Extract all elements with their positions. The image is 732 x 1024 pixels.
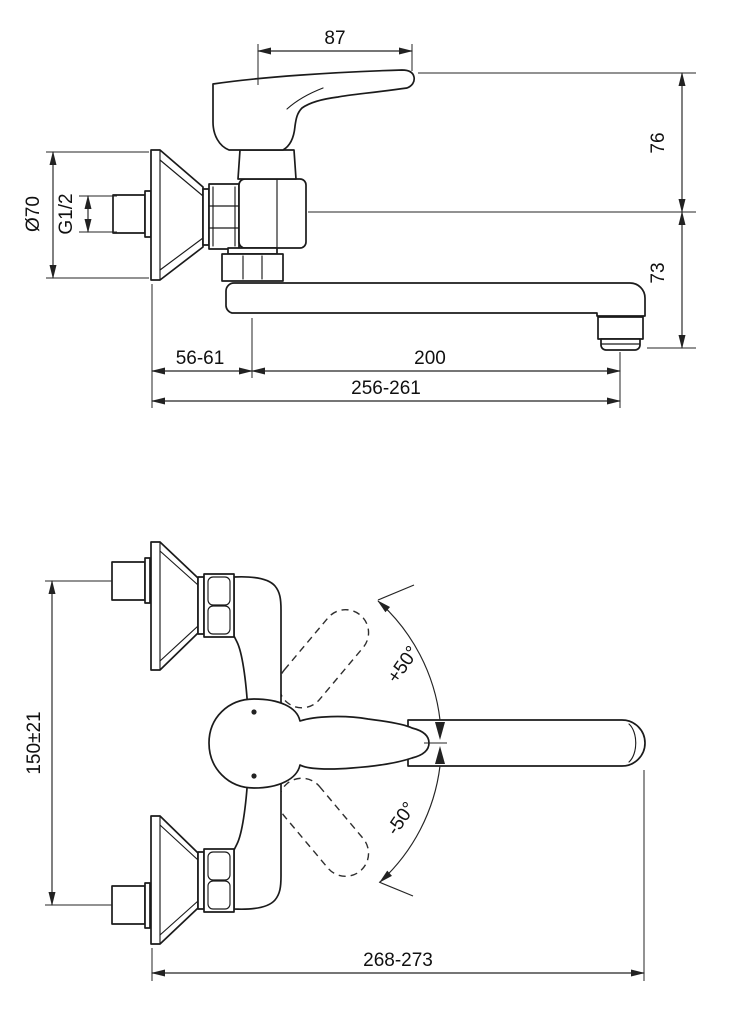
dim-label-256-261: 256-261	[351, 378, 421, 399]
connection-nut	[203, 184, 239, 249]
screw-dot-bottom	[251, 773, 256, 778]
wall-inlet-stub	[113, 191, 151, 237]
dim-label-150: 150±21	[24, 711, 45, 775]
screw-dot-top	[251, 709, 256, 714]
side-view	[23, 28, 696, 408]
plan-view	[24, 542, 645, 981]
spout	[226, 283, 645, 316]
dim-label-200: 200	[414, 348, 446, 369]
dim-label-268-273: 268-273	[363, 950, 433, 971]
dim-label-76: 76	[648, 132, 669, 154]
dim-label-d70: Ø70	[23, 196, 44, 232]
handle-swing-up-dashed	[269, 600, 378, 717]
dim-label-plus50: +50°	[383, 642, 424, 688]
escutcheon	[151, 150, 203, 280]
dim-label-87: 87	[324, 28, 346, 49]
dim-label-g12: G1/2	[56, 193, 77, 235]
inlet-bottom	[112, 816, 234, 944]
dim-label-56-61: 56-61	[175, 348, 225, 369]
dim-label-73: 73	[648, 262, 669, 284]
handle-swing-down-dashed	[269, 769, 378, 886]
dimension-inlet-spacing	[24, 581, 112, 905]
inlet-top	[112, 542, 234, 670]
lever-handle	[213, 70, 414, 150]
mixer-body	[239, 179, 306, 248]
swivel-nut	[222, 248, 283, 281]
dim-label-minus50: -50°	[382, 798, 421, 840]
dimension-thread	[56, 193, 117, 234]
handle-plan	[209, 699, 429, 788]
cartridge-collar	[238, 150, 296, 179]
aerator	[598, 317, 643, 350]
